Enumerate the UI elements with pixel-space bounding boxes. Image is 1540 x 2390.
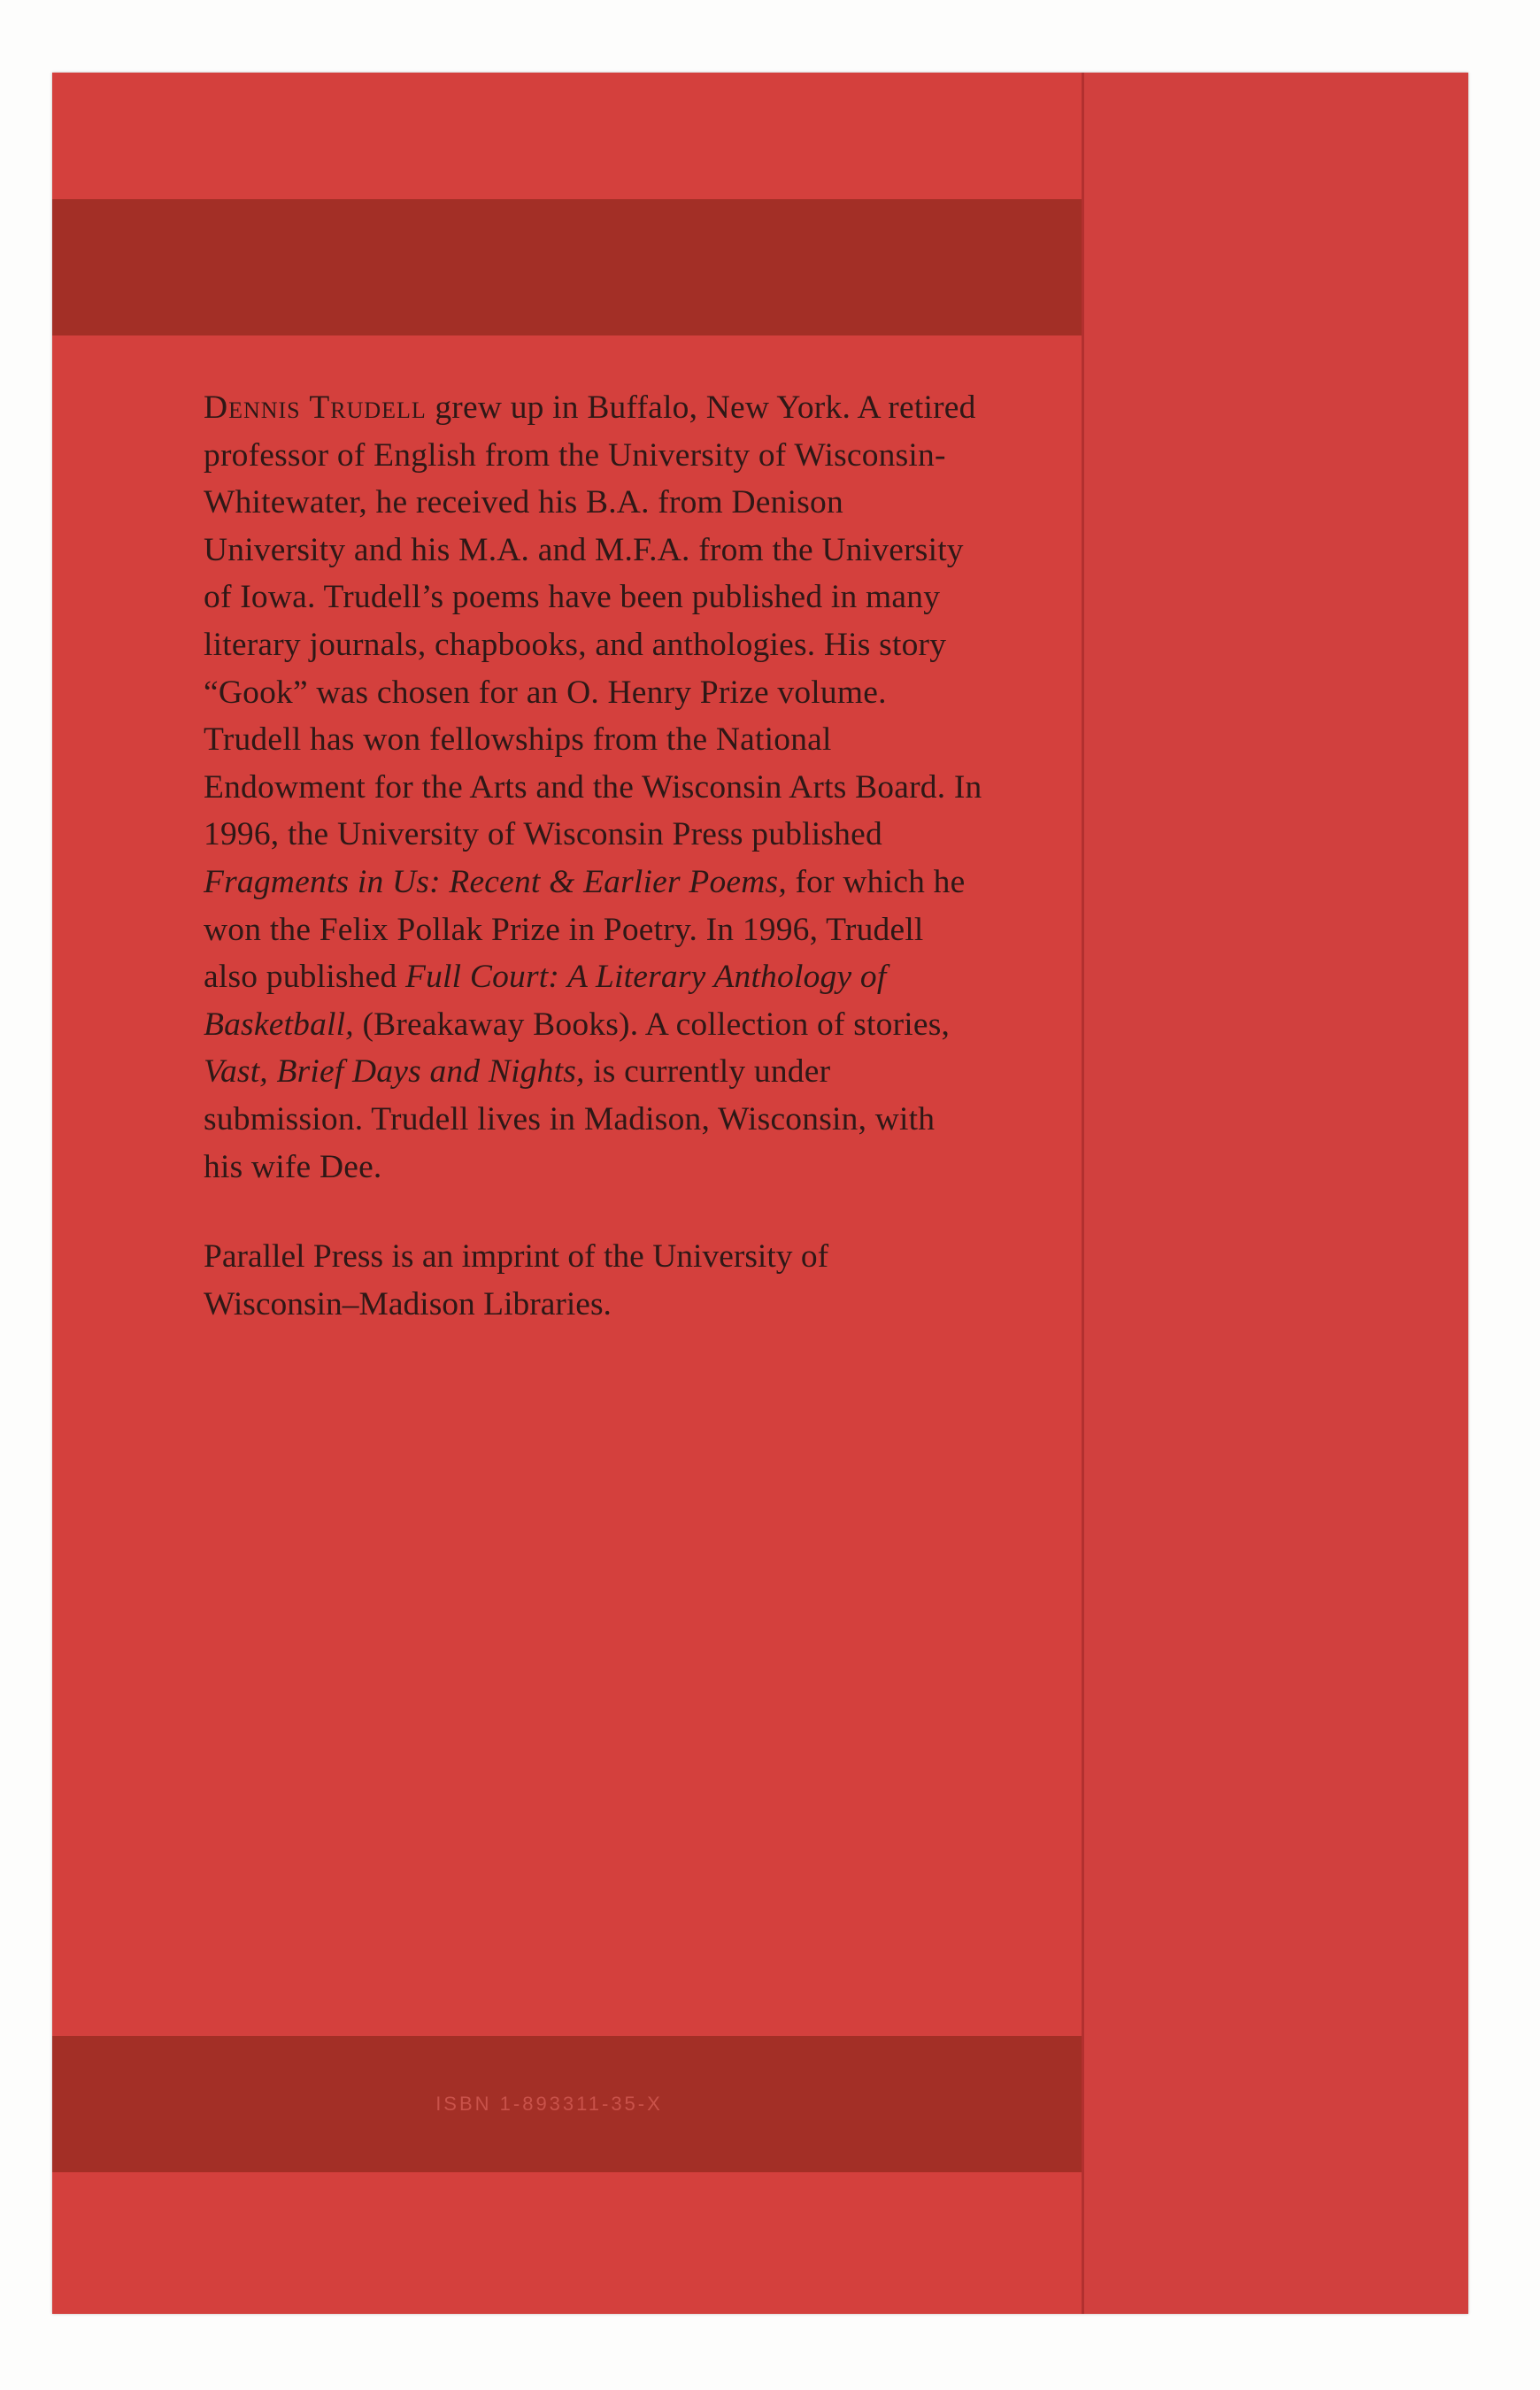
flap-edge [1082,73,1084,2314]
cover-flap [1082,73,1468,2314]
book-title-vast: Vast, Brief Days and Nights, [204,1053,585,1091]
book-title-fragments: Fragments in Us: Recent & Earlier Poems, [204,863,787,900]
back-cover [52,73,1468,2314]
bio-text-2: for which he won the Felix Pollak Prize in Poetry. In 1996, Trudell also published [204,863,966,996]
bio-text-4: is currently under submission. Trudell lives in Madison, Wisconsin, with his wife Dee. [204,1053,936,1185]
bio-text-3: (Breakaway Books). A collection of stories, [353,1006,951,1043]
cover-text [204,384,982,1328]
author-name: Dennis Trudell [204,389,427,426]
author-bio [204,384,982,1191]
imprint-note: Parallel Press is an imprint of the University of Wisconsin–Madison Libraries. [204,1238,829,1322]
bio-text-1: grew up in Buffalo, New York. A retired professor of English from the University of Wisconsin-Whitewater, he received his B.A. from Denison University and his M.A. and M.F.A. from the University of Iowa. Trudell’s poems have been published in many literary journals, chapbooks, and anthologies. His story “Gook” was chosen for an O. Henry Prize volume. Trudell has won fellowships from the National Endowment for the Arts and the Wisconsin Arts Board. In 1996, the University of Wisconsin Press published [204,389,982,853]
book-title-full-court: Full Court: A Literary Anthology of Basketball, [204,959,887,1043]
top-band [52,199,1082,335]
isbn-label: ISBN 1-893311-35-X [435,2093,663,2115]
